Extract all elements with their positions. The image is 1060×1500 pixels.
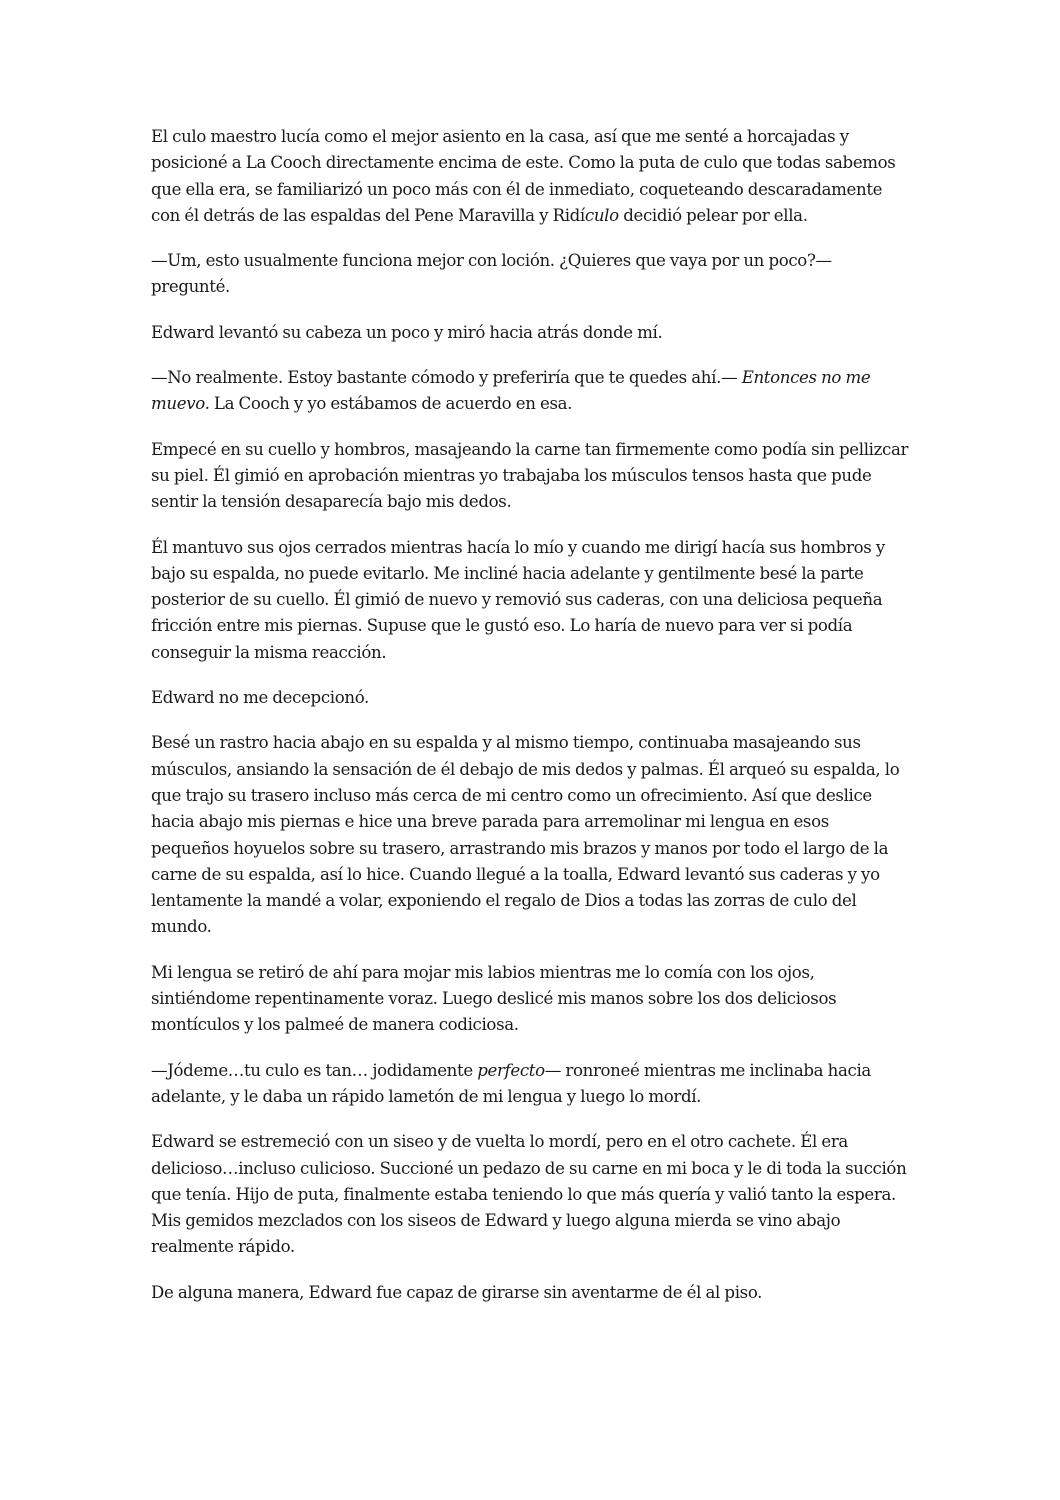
paragraph-text: decidió pelear por ella. [618,205,808,225]
paragraph [151,1280,911,1306]
paragraph-italic-text: Entonces no me muevo. [151,368,871,414]
paragraph-text: De alguna manera, Edward fue capaz de girarse sin aventarme de él al piso. [151,1282,763,1302]
paragraph [151,1129,911,1260]
paragraph [151,730,911,940]
paragraph-text: Mi lengua se retiró de ahí para mojar mis labios mientras me lo comía con los ojos, sintiéndome repentinamente voraz. Luego deslicé mis manos sobre los dos deliciosos montículos y los palmeé de manera codiciosa. [151,962,837,1035]
paragraph-italic-text: perfecto [477,1060,545,1080]
paragraph-text: Edward no me decepcionó. [151,688,369,708]
paragraph-text: Besé un rastro hacia abajo en su espalda y al mismo tiempo, continuaba masajeando sus músculos, ansiando la sensación de él debajo de mis dedos y palmas. Él arqueó su espalda, lo que trajo su trasero incluso más cerca de mi centro como un ofrecimiento. Así que deslice hacia abajo mis piernas e hice una breve parada para arremolinar mi lengua en esos pequeños hoyuelos sobre su trasero, arrastrando mis brazos y manos por todo el largo de la carne de su espalda, así lo hice. Cuando llegué a la toalla, Edward levantó sus caderas y yo lentamente la mandé a volar, exponiendo el regalo de Dios a todas las zorras de culo del mundo. [151,733,900,937]
paragraph-text: Edward levantó su cabeza un poco y miró hacia atrás donde mí. [151,322,663,342]
document-body [151,124,911,1325]
paragraph [151,365,911,418]
paragraph [151,124,911,229]
paragraph-italic-text: culo [584,205,619,225]
paragraph-text: — ronroneé mientras me inclinaba hacia adelante, y le daba un rápido lametón de mi lengua y luego lo mordí. [151,1060,871,1106]
paragraph-text: Edward se estremeció con un siseo y de vuelta lo mordí, pero en el otro cachete. Él era delicioso…incluso culicioso. Succioné un pedazo de su carne en mi boca y le di toda la succión que tenía. Hijo de puta, finalmente estaba teniendo lo que más quería y valió tanto la espera. Mis gemidos mezclados con los siseos de Edward y luego alguna mierda se vino abajo realmente rápido. [151,1132,907,1257]
paragraph [151,685,911,711]
paragraph-text: —Um, esto usualmente funciona mejor con loción. ¿Quieres que vaya por un poco?— pregunté. [151,251,832,297]
paragraph-text: Empecé en su cuello y hombros, masajeando la carne tan firmemente como podía sin pellizcar su piel. Él gimió en aprobación mientras yo trabajaba los músculos tensos hasta que pude sentir la tensión desaparecía bajo mis dedos. [151,439,909,512]
paragraph [151,535,911,666]
paragraph-text: El culo maestro lucía como el mejor asiento en la casa, así que me senté a horcajadas y posicioné a La Cooch directamente encima de este. Como la puta de culo que todas sabemos que ella era, se familiarizó un poco más con él de inmediato, coqueteando descaradamente con él detrás de las espaldas del Pene Maravilla y Ridí [151,127,896,225]
paragraph-text: —Jódeme…tu culo es tan… jodidamente [151,1060,478,1080]
paragraph [151,320,911,346]
paragraph-text: La Cooch y yo estábamos de acuerdo en esa. [209,394,573,414]
paragraph [151,248,911,301]
paragraph-text: —No realmente. Estoy bastante cómodo y preferiría que te quedes ahí.— [151,368,742,388]
paragraph-text: Él mantuvo sus ojos cerrados mientras hacía lo mío y cuando me dirigí hacía sus hombros y bajo su espalda, no puede evitarlo. Me incliné hacia adelante y gentilmente besé la parte posterior de su cuello. Él gimió de nuevo y removió sus caderas, con una deliciosa pequeña fricción entre mis piernas. Supuse que le gustó eso. Lo haría de nuevo para ver si podía conseguir la misma reacción. [151,537,885,662]
paragraph [151,960,911,1039]
paragraph [151,1058,911,1111]
paragraph [151,437,911,516]
